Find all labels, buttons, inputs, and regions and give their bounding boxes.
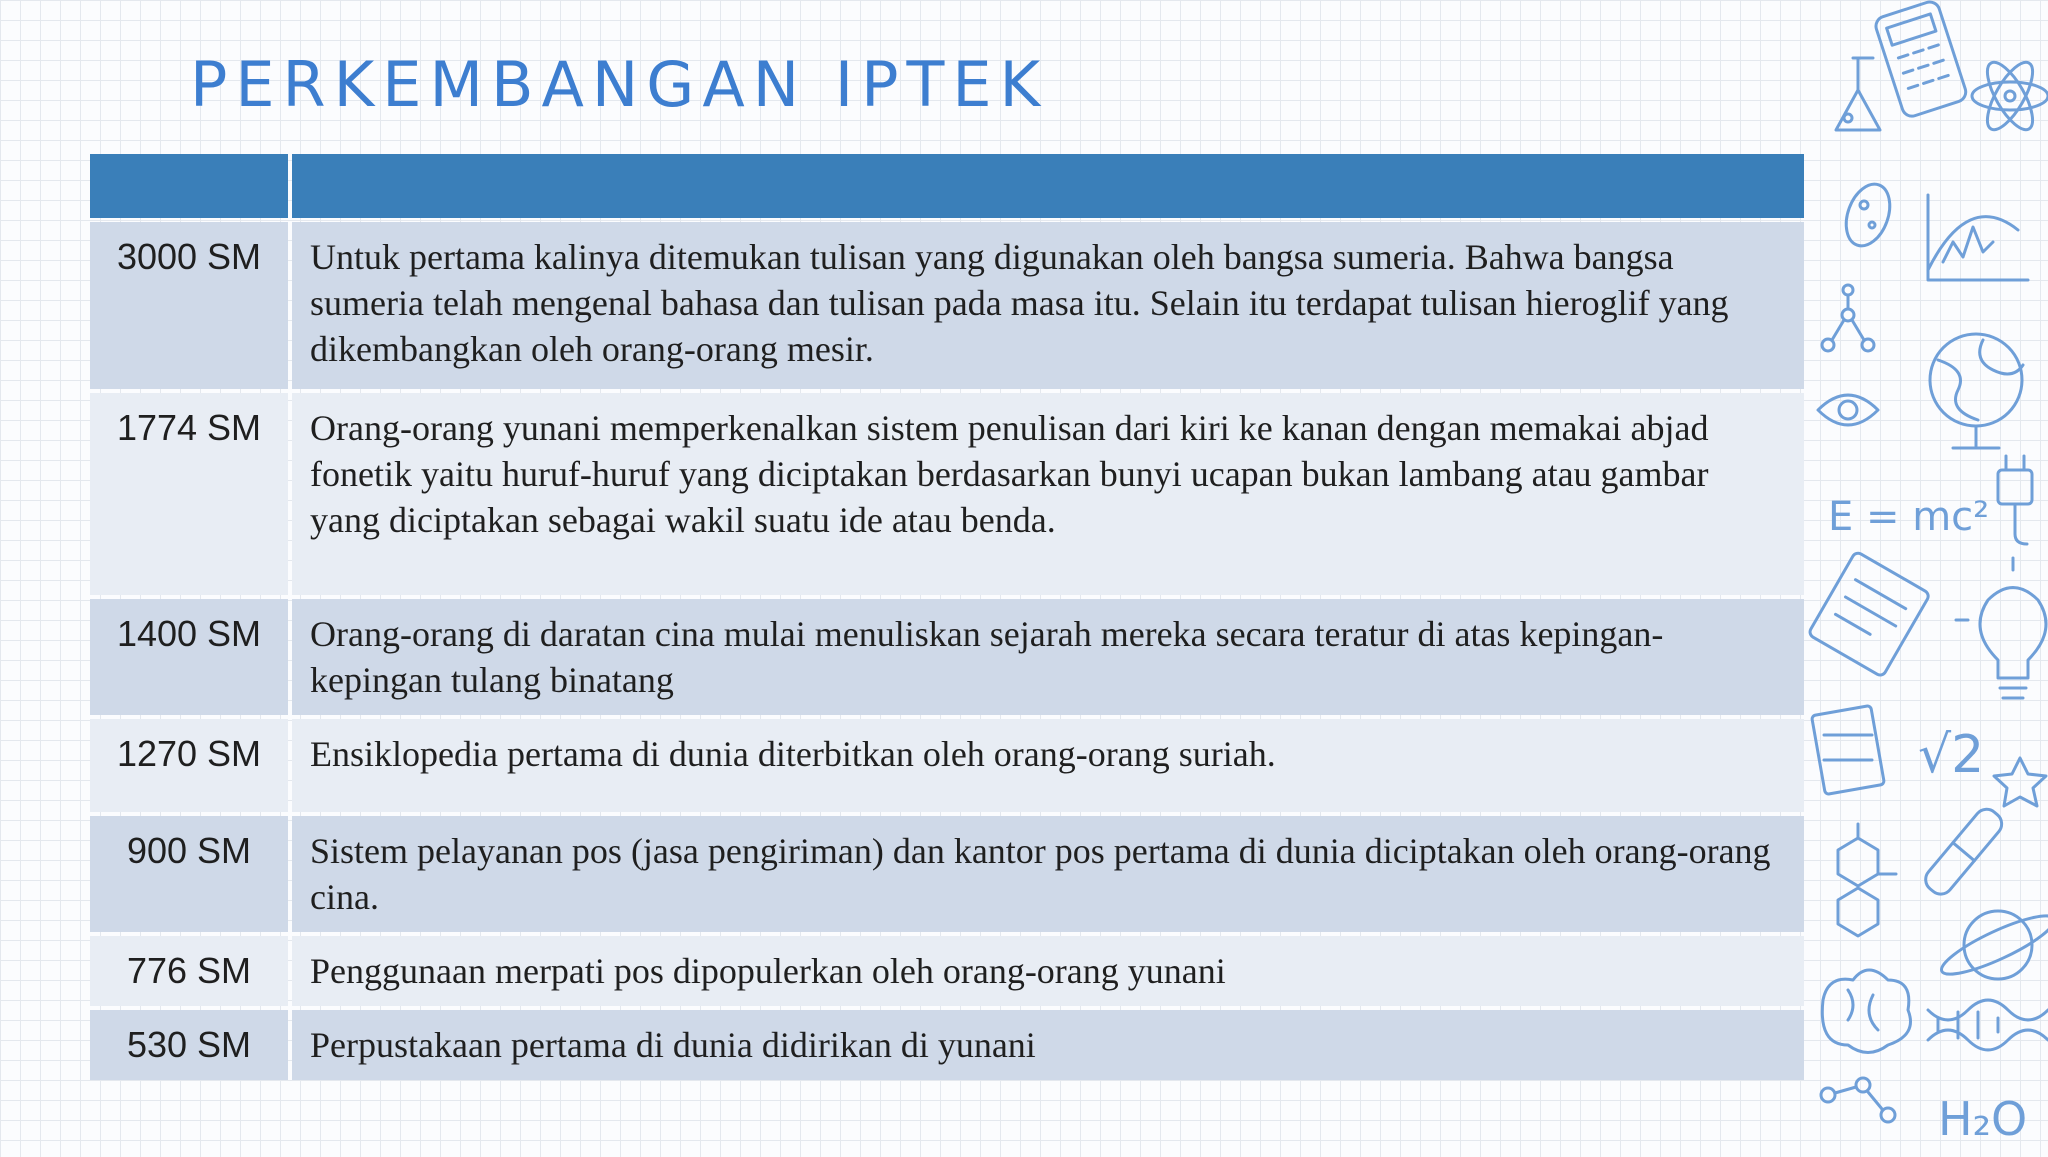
molecule-icon <box>1822 285 1874 351</box>
germ-icon <box>1838 178 1897 252</box>
atom-icon <box>1972 56 2048 136</box>
event-cell: Orang-orang di daratan cina mulai menuliskan sejarah mereka secara teratur di atas kepingan-kepingan tulang binatang <box>292 599 1804 715</box>
lightbulb-icon <box>1956 558 2046 698</box>
notebook-icon <box>1808 551 1930 677</box>
test-tube-icon <box>1921 804 2007 899</box>
table-row <box>90 393 1804 595</box>
page-title: PERKEMBANGAN IPTEK <box>190 48 1049 121</box>
header-cell-event <box>292 154 1804 218</box>
table-row <box>90 1010 1804 1080</box>
header-cell-year <box>90 154 288 218</box>
event-cell: Orang-orang yunani memperkenalkan sistem penulisan dari kiri ke kanan dengan memakai abjad fonetik yaitu huruf-huruf yang diciptakan berdasarkan bunyi ucapan bukan lambang atau gambar yang diciptakan sebagai wakil suatu ide atau benda. <box>292 393 1804 595</box>
abacus-icon <box>1812 705 1885 794</box>
event-cell: Penggunaan merpati pos dipopulerkan oleh orang-orang yunani <box>292 936 1804 1006</box>
graph-icon <box>1928 195 2028 280</box>
formula-emc2: E = mc² <box>1828 494 1990 540</box>
science-doodles <box>1808 0 2048 1152</box>
year-cell: 1270 SM <box>90 719 288 812</box>
planet-icon <box>1936 906 2048 984</box>
star-icon <box>1994 758 2046 806</box>
formula-sqrt2: √2 <box>1918 725 1985 785</box>
year-cell: 776 SM <box>90 936 288 1006</box>
brain-icon <box>1822 970 1910 1053</box>
event-cell: Ensiklopedia pertama di dunia diterbitkan oleh orang-orang suriah. <box>292 719 1804 812</box>
dna-icon <box>1928 1000 2048 1050</box>
table-row <box>90 719 1804 812</box>
event-cell: Sistem pelayanan pos (jasa pengiriman) dan kantor pos pertama di dunia diciptakan oleh orang-orang cina. <box>292 816 1804 932</box>
hexagon-molecule-icon <box>1838 824 1896 936</box>
globe-icon <box>1930 334 2023 448</box>
table-row <box>90 936 1804 1006</box>
year-cell: 530 SM <box>90 1010 288 1080</box>
table-row <box>90 816 1804 932</box>
molecule-small-icon <box>1821 1078 1895 1122</box>
plug-icon <box>1998 456 2032 544</box>
timeline-table <box>86 150 1808 1084</box>
calculator-icon <box>1873 0 1968 119</box>
year-cell: 1774 SM <box>90 393 288 595</box>
table-row <box>90 599 1804 715</box>
table-row <box>90 222 1804 389</box>
event-cell: Untuk pertama kalinya ditemukan tulisan yang digunakan oleh bangsa sumeria. Bahwa bangsa sumeria telah mengenal bahasa dan tulisan pada masa itu. Selain itu terdapat tulisan hieroglif yang dikembangkan oleh orang-orang mesir. <box>292 222 1804 389</box>
event-cell: Perpustakaan pertama di dunia didirikan di yunani <box>292 1010 1804 1080</box>
year-cell: 3000 SM <box>90 222 288 389</box>
year-cell: 1400 SM <box>90 599 288 715</box>
formula-h2o: H₂O <box>1938 1092 2028 1146</box>
flask-icon <box>1836 58 1880 130</box>
year-cell: 900 SM <box>90 816 288 932</box>
table-header-row <box>90 154 1804 218</box>
lens-icon <box>1818 395 1878 425</box>
